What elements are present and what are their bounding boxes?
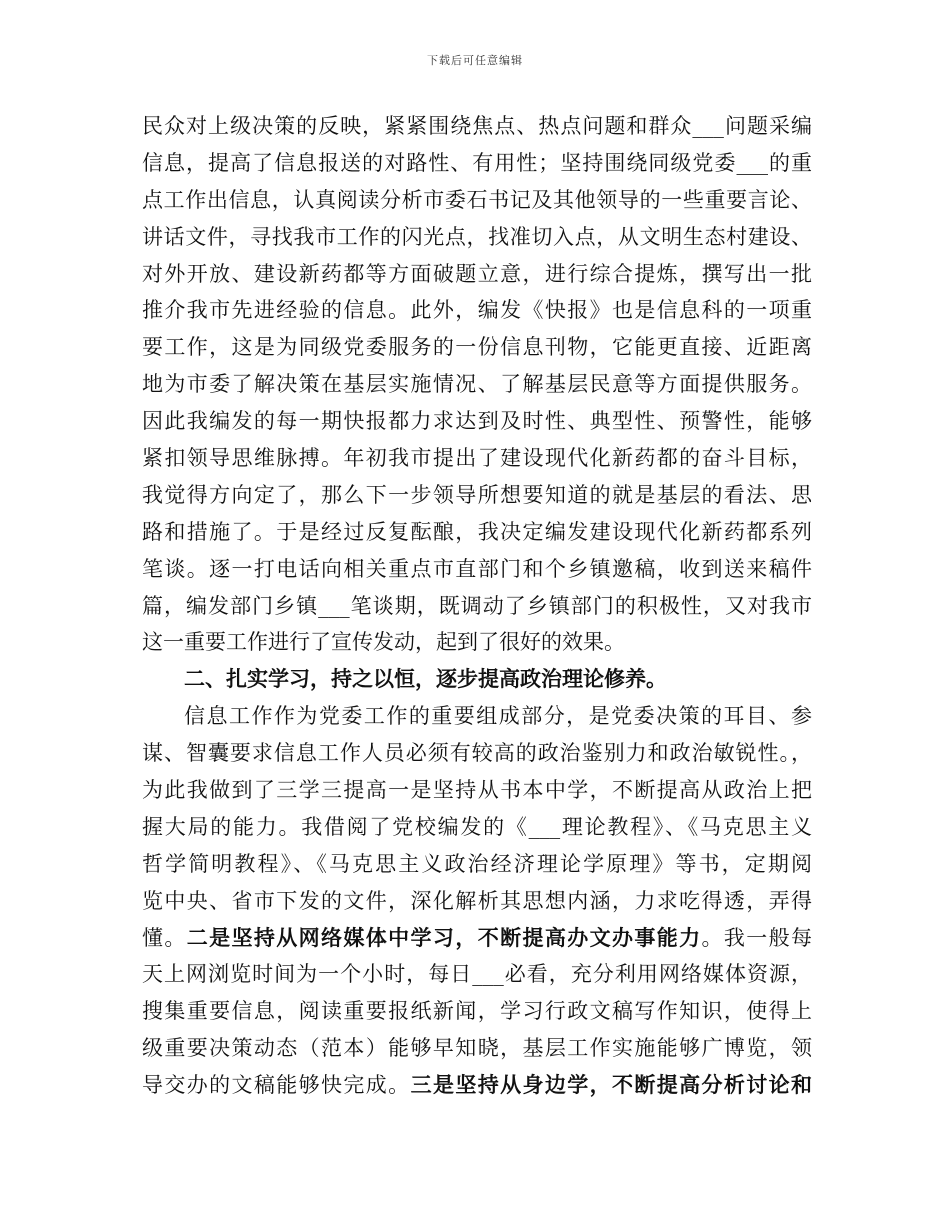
text-line: 览中央、省市下发的文件，深化解析其思想内涵，力求吃得透，弄得 [142,888,812,913]
text-line: 要工作，这是为同级党委服务的一份信息刊物，它能更直接、近距离 [142,335,812,360]
paragraph-2 [142,698,812,1104]
text-line: 信息工作作为党委工作的重要组成部分，是党委决策的耳目、参 [184,704,812,729]
text-line: 级重要决策动态（范本）能够早知晓，基层工作实施能够广博览，领 [142,1036,812,1061]
text-line: 因此我编发的每一期快报都力求达到及时性、典型性、预警性，能够 [142,409,812,434]
text-line: 对外开放、建设新药都等方面破题立意，进行综合提炼，撰写出一批 [142,261,812,286]
text-line: 推介我市先进经验的信息。此外，编发《快报》也是信息科的一项重 [142,298,812,323]
text-line-mixed [142,1067,812,1104]
text-line: 搜集重要信息，阅读重要报纸新闻，学习行政文稿写作知识，使得上 [142,999,812,1024]
text-span: 导交办的文稿能够快完成。 [142,1073,411,1098]
text-line: 信息，提高了信息报送的对路性、有用性；坚持围绕同级党委___的重 [142,150,812,175]
bold-text-span: 二是坚持从网络媒体中学习，不断提高办文办事能力 [186,924,702,950]
text-line: 我觉得方向定了，那么下一步领导所想要知道的就是基层的看法、思 [142,482,812,507]
text-span: 懂。 [142,925,187,950]
text-line-mixed [142,920,812,957]
text-line: 谋、智囊要求信息工作人员必须有较高的政治鉴别力和政治敏锐性。， [142,741,812,766]
text-line: 路和措施了。于是经过反复酝酿，我决定编发建设现代化新药都系列 [142,519,812,544]
text-line: 笔谈。逐一打电话向相关重点市直部门和个乡镇邀稿，收到送来稿件 [142,556,812,581]
page-header: 下载后可任意编辑 [427,54,523,67]
text-span: 。我一般每 [701,925,813,950]
text-line: 点工作出信息，认真阅读分析市委石书记及其他领导的一些重要言论、 [142,187,812,212]
text-line: 握大局的能力。我借阅了党校编发的《___理论教程》、《马克思主义 [142,814,812,839]
text-line: 民众对上级决策的反映，紧紧围绕焦点、热点问题和群众___问题采编 [142,114,812,138]
text-line: 哲学简明教程》、《马克思主义政治经济理论学原理》等书，定期阅 [142,851,812,876]
bold-text-span: 三是坚持从身边学，不断提高分析讨论和 [410,1072,813,1098]
text-line: 天上网浏览时间为一个小时，每日___必看，充分利用网络媒体资源， [142,962,812,987]
text-line: 篇，编发部门乡镇___笔谈期，既调动了乡镇部门的积极性，又对我市 [142,593,812,618]
text-line: 这一重要工作进行了宣传发动，起到了很好的效果。 [142,630,625,655]
document-body [142,108,812,1104]
text-line: 紧扣领导思维脉搏。年初我市提出了建设现代化新药都的奋斗目标， [142,446,812,471]
section-heading: 二、扎实学习，持之以恒，逐步提高政治理论修养。 [184,666,667,692]
paragraph-1 [142,108,812,661]
text-line: 为此我做到了三学三提高一是坚持从书本中学，不断提高从政治上把 [142,778,812,803]
text-line: 地为市委了解决策在基层实施情况、了解基层民意等方面提供服务。 [142,372,812,397]
text-line: 讲话文件，寻找我市工作的闪光点，找准切入点，从文明生态村建设、 [142,224,812,249]
